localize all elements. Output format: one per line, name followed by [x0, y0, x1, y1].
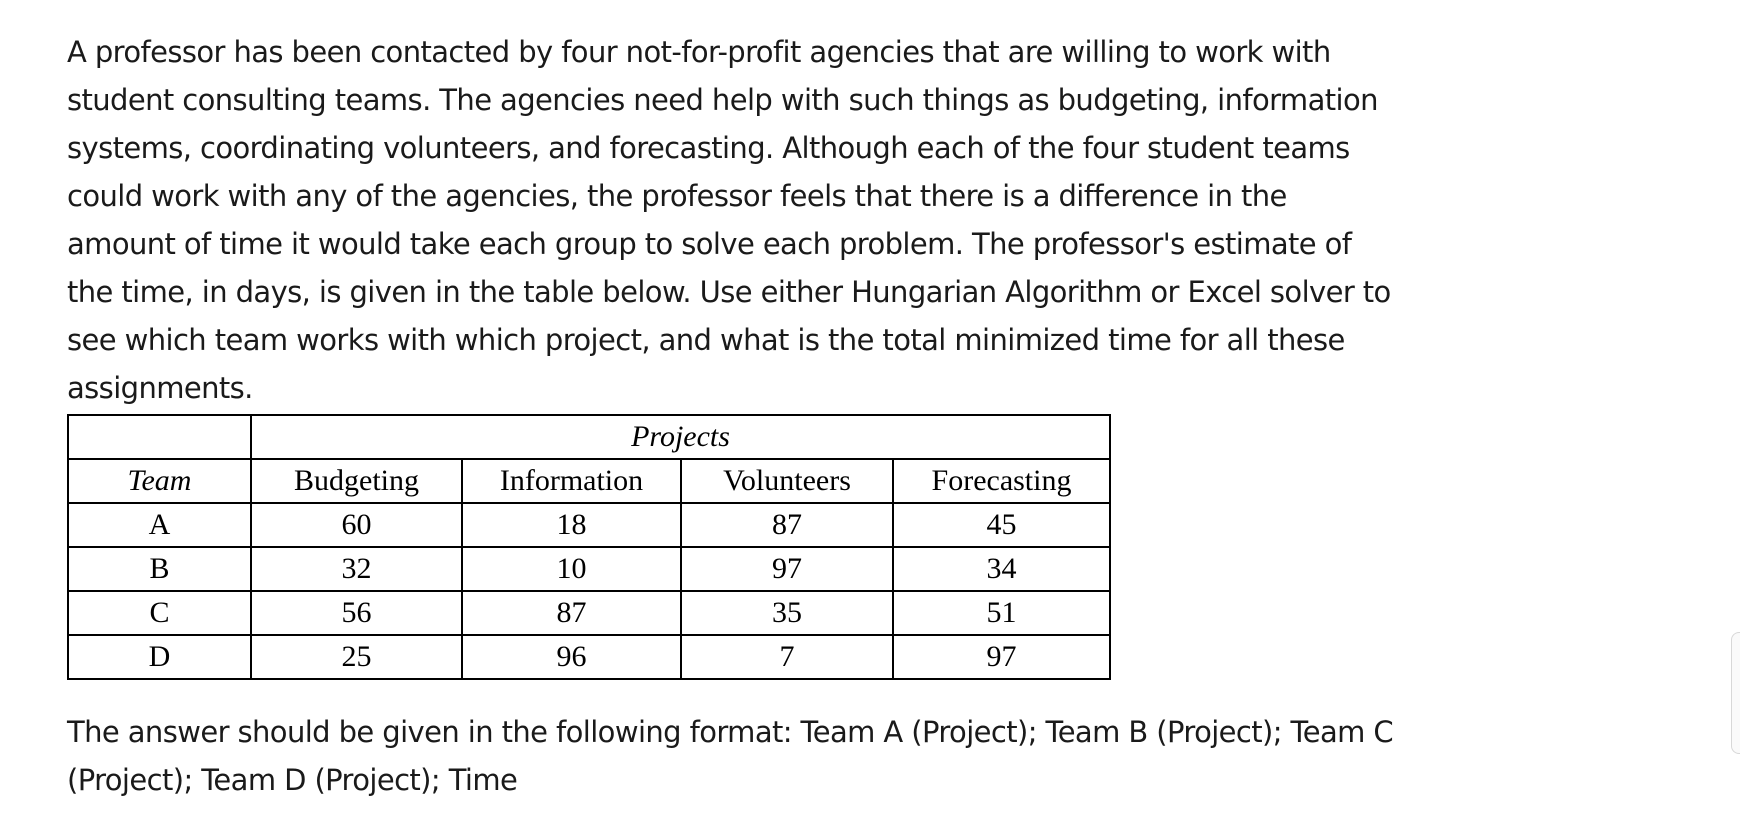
projects-group-header: Projects: [251, 415, 1110, 459]
table-cell: 96: [462, 635, 681, 679]
scroll-handle[interactable]: [1731, 632, 1740, 754]
table-cell: 87: [462, 591, 681, 635]
question-line: assignments.: [67, 371, 253, 405]
column-header-information: Information: [462, 459, 681, 503]
table-cell: 87: [681, 503, 893, 547]
table-cell: 34: [893, 547, 1110, 591]
question-line: amount of time it would take each group to solve each problem. The professor's estimate of: [67, 227, 1352, 261]
team-cell: D: [68, 635, 251, 679]
time-estimate-table: [67, 414, 1111, 680]
table-row: [68, 547, 1110, 591]
question-line: the time, in days, is given in the table below. Use either Hungarian Algorithm or Excel solver to: [67, 275, 1391, 309]
table-cell: 25: [251, 635, 462, 679]
answer-format-line: The answer should be given in the following format: Team A (Project); Team B (Project); Team C: [67, 715, 1394, 749]
table-cell: 60: [251, 503, 462, 547]
table-cell: 32: [251, 547, 462, 591]
table-cell: 56: [251, 591, 462, 635]
column-header-forecasting: Forecasting: [893, 459, 1110, 503]
table-corner-cell: [68, 415, 251, 459]
table-cell: 18: [462, 503, 681, 547]
table-row: [68, 591, 1110, 635]
question-line: see which team works with which project, and what is the total minimized time for all these: [67, 323, 1345, 357]
question-line: could work with any of the agencies, the professor feels that there is a difference in the: [67, 179, 1287, 213]
table-cell: 97: [681, 547, 893, 591]
table-cell: 10: [462, 547, 681, 591]
team-column-header: Team: [68, 459, 251, 503]
table-row: [68, 635, 1110, 679]
team-cell: A: [68, 503, 251, 547]
answer-format-text: [67, 708, 1393, 804]
team-cell: C: [68, 591, 251, 635]
column-header-budgeting: Budgeting: [251, 459, 462, 503]
table-cell: 97: [893, 635, 1110, 679]
table-cell: 7: [681, 635, 893, 679]
answer-format-line: (Project); Team D (Project); Time: [67, 763, 518, 797]
table-row: [68, 503, 1110, 547]
table-header-row: [68, 459, 1110, 503]
table-group-header-row: [68, 415, 1110, 459]
question-text: [67, 28, 1517, 412]
team-cell: B: [68, 547, 251, 591]
question-line: student consulting teams. The agencies need help with such things as budgeting, information: [67, 83, 1378, 117]
question-line: A professor has been contacted by four not-for-profit agencies that are willing to work with: [67, 35, 1331, 69]
table-cell: 45: [893, 503, 1110, 547]
table-cell: 51: [893, 591, 1110, 635]
column-header-volunteers: Volunteers: [681, 459, 893, 503]
table-cell: 35: [681, 591, 893, 635]
question-line: systems, coordinating volunteers, and forecasting. Although each of the four student teams: [67, 131, 1350, 165]
